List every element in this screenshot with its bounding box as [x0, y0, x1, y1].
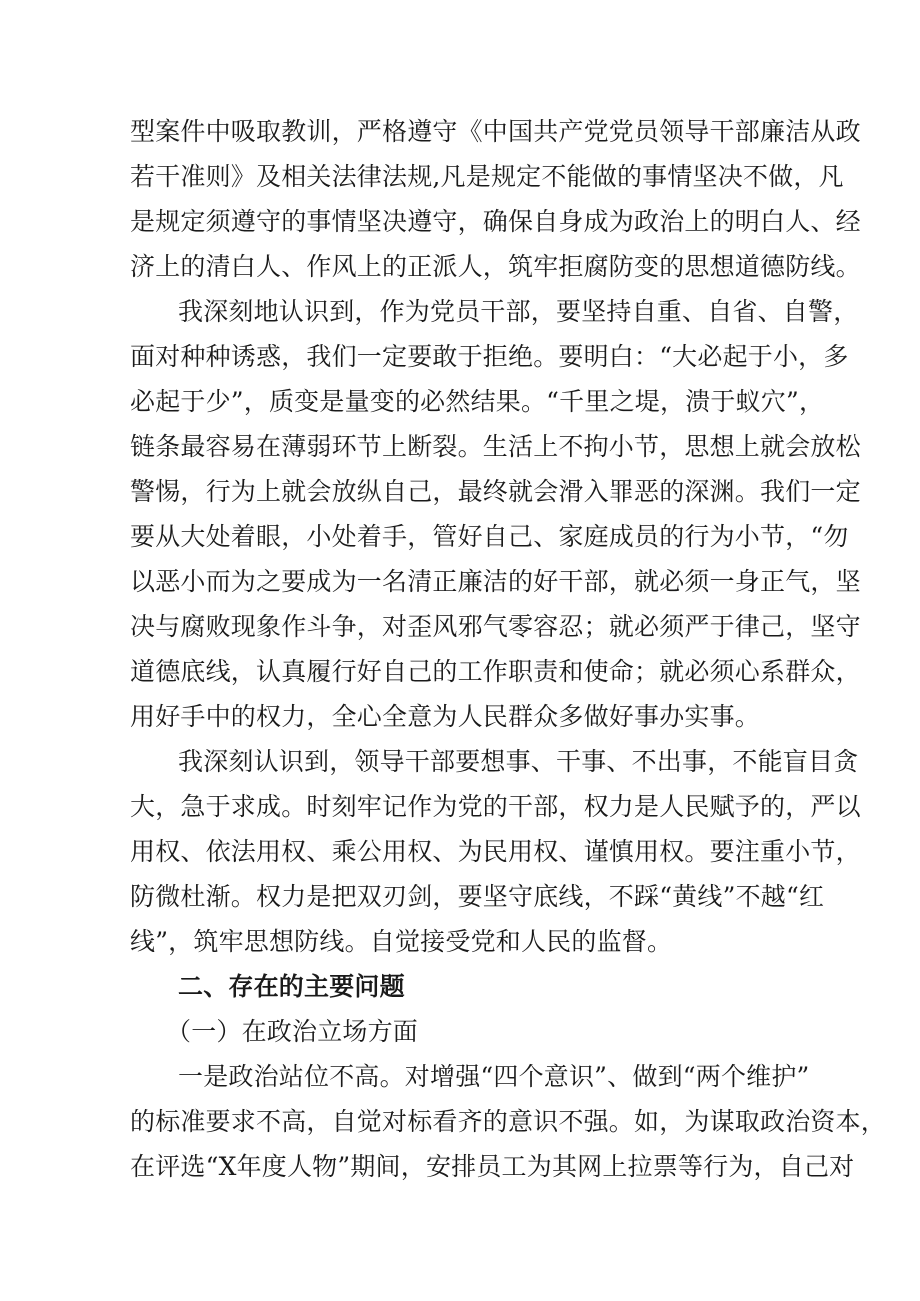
body-text-line: 链条最容易在薄弱环节上断裂。生活上不拘小节，思想上就会放松 [130, 432, 861, 461]
body-text-line: 线”，筑牢思想防线。自觉接受党和人民的监督。 [130, 927, 673, 956]
body-text-line: 在评选“X年度人物”期间，安排员工为其网上拉票等行为，自己对 [130, 1152, 855, 1181]
body-text-line: 要从大处着眼，小处着手，管好自己、家庭成员的行为小节，“勿 [130, 522, 849, 551]
body-text-line: 的标准要求不高，自觉对标看齐的意识不强。如，为谋取政治资本， [130, 1107, 887, 1136]
body-text-line: 必起于少”，质变是量变的必然结果。“千里之堤，溃于蚁穴”， [130, 387, 825, 416]
paragraph-first-line: 我深刻地认识到，作为党员干部，要坚持自重、自省、自警， [178, 297, 859, 326]
subsection-heading: （一）在政治立场方面 [166, 1017, 419, 1046]
body-text-line: 警惕，行为上就会放纵自己，最终就会滑入罪恶的深渊。我们一定 [130, 477, 861, 506]
body-text-line: 面对种种诱惑，我们一定要敢于拒绝。要明白：“大必起于小，多 [130, 342, 849, 371]
body-text-line: 是规定须遵守的事情坚决遵守，确保自身成为政治上的明白人、经 [130, 207, 861, 236]
body-text-line: 防微杜渐。权力是把双刃剑，要坚守底线，不踩“黄线”不越“红 [130, 882, 825, 911]
body-text-line: 大，急于求成。时刻牢记作为党的干部，权力是人民赋予的，严以 [130, 792, 861, 821]
body-text-line: 道德底线，认真履行好自己的工作职责和使命；就必须心系群众， [130, 657, 861, 686]
paragraph-first-line: 我深刻认识到，领导干部要想事、干事、不出事，不能盲目贪 [178, 747, 859, 776]
body-text-line: 用好手中的权力，全心全意为人民群众多做好事办实事。 [130, 702, 761, 731]
paragraph-first-line: 一是政治站位不高。对增强“四个意识”、做到“两个维护” [178, 1062, 810, 1091]
body-text-line: 以恶小而为之要成为一名清正廉洁的好干部，就必须一身正气，坚 [130, 567, 861, 596]
section-heading: 二、存在的主要问题 [178, 972, 405, 1001]
body-text-line: 型案件中吸取教训，严格遵守《中国共产党党员领导干部廉洁从政 [130, 117, 861, 146]
body-text-line: 用权、依法用权、乘公用权、为民用权、谨慎用权。要注重小节， [130, 837, 861, 866]
body-text-line: 济上的清白人、作风上的正派人，筑牢拒腐防变的思想道德防线。 [130, 252, 861, 281]
body-text-line: 决与腐败现象作斗争，对歪风邪气零容忍；就必须严于律己，坚守 [130, 612, 861, 641]
body-text-line: 若干准则》及相关法律法规,凡是规定不能做的事情坚决不做，凡 [130, 162, 844, 191]
